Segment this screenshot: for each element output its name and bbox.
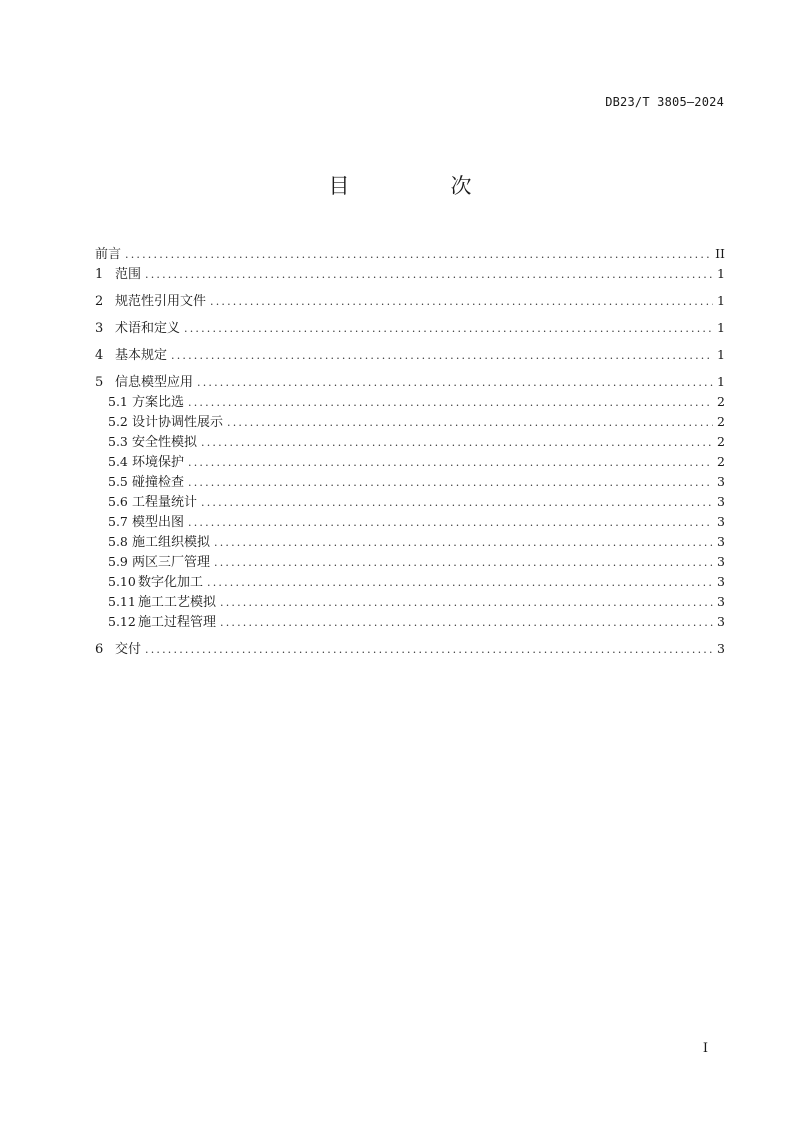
toc-entry-5-4[interactable]	[95, 451, 725, 471]
leader-dots	[220, 616, 713, 629]
toc-entry-number: 6	[95, 642, 104, 657]
toc-entry-5-3[interactable]	[95, 431, 725, 451]
toc-entry-5-1[interactable]	[95, 391, 725, 411]
leader-dots	[210, 295, 713, 308]
toc-entry-5-8[interactable]	[95, 531, 725, 551]
toc-entry-page: 3	[717, 534, 725, 549]
leader-dots	[145, 643, 713, 656]
toc-entry-foreword[interactable]	[95, 243, 725, 263]
leader-dots	[145, 268, 713, 281]
toc-entry-number: 1	[95, 267, 104, 282]
toc-entry-number: 5.4	[108, 454, 128, 469]
toc-entry-5[interactable]	[95, 371, 725, 391]
toc-entry-5-10[interactable]	[95, 571, 725, 591]
toc-entry-number: 5.12	[108, 614, 136, 629]
page-title: 目 次	[328, 174, 512, 198]
toc-entry-page: 1	[717, 347, 725, 362]
toc-entry-number: 5.2	[108, 414, 128, 429]
toc-entry-page: 2	[717, 394, 725, 409]
leader-dots	[207, 576, 713, 589]
toc-entry-label: 方案比选	[132, 395, 185, 410]
toc-entry-page: 1	[717, 293, 725, 308]
leader-dots	[227, 416, 713, 429]
toc-entry-page: 3	[717, 474, 725, 489]
leader-dots	[201, 436, 713, 449]
toc-entry-6[interactable]	[95, 638, 725, 665]
toc-entry-page: 3	[717, 514, 725, 529]
toc-entry-label: 碰撞检查	[132, 475, 185, 490]
leader-dots	[197, 376, 713, 389]
toc-entry-label: 交付	[115, 642, 142, 657]
toc-entry-5-12[interactable]	[95, 611, 725, 631]
toc-entry-label: 设计协调性展示	[132, 415, 224, 430]
toc-entry-page: 3	[717, 554, 725, 569]
toc-entry-number: 5.8	[108, 534, 128, 549]
toc-entry-label: 施工组织模拟	[132, 535, 211, 550]
leader-dots	[201, 496, 713, 509]
leader-dots	[214, 536, 713, 549]
toc-entry-number: 5.1	[108, 394, 128, 409]
toc-entry-label: 前言	[95, 247, 122, 262]
toc-entry-number: 5.11	[108, 594, 136, 609]
toc-entry-label: 施工过程管理	[138, 615, 217, 630]
leader-dots	[184, 322, 713, 335]
toc-entry-number: 5.3	[108, 434, 128, 449]
toc-entry-page: 3	[717, 494, 725, 509]
toc-entry-2[interactable]	[95, 290, 725, 317]
toc-entry-1[interactable]	[95, 263, 725, 290]
toc-entry-label: 信息模型应用	[115, 375, 194, 390]
toc-entry-number: 5.5	[108, 474, 128, 489]
toc-entry-label: 规范性引用文件	[115, 294, 207, 309]
toc-entry-label: 术语和定义	[115, 321, 181, 336]
toc-entry-5-11[interactable]	[95, 591, 725, 611]
toc-entry-label: 数字化加工	[138, 575, 204, 590]
toc-entry-number: 4	[95, 348, 104, 363]
toc-entry-number: 2	[95, 294, 104, 309]
toc-entry-label: 范围	[115, 267, 142, 282]
toc-entry-page: 3	[717, 594, 725, 609]
toc-entry-page: 3	[717, 614, 725, 629]
toc-entry-page: 3	[717, 574, 725, 589]
toc-entry-number: 5	[95, 375, 104, 390]
toc-entry-page: 2	[717, 434, 725, 449]
leader-dots	[188, 516, 713, 529]
toc-entry-number: 3	[95, 321, 104, 336]
toc-entry-page: II	[715, 246, 725, 261]
toc-entry-page: 1	[717, 266, 725, 281]
leader-dots	[125, 248, 711, 261]
toc-entry-3[interactable]	[95, 317, 725, 344]
leader-dots	[171, 349, 713, 362]
toc-entry-5-5[interactable]	[95, 471, 725, 491]
toc-entry-page: 2	[717, 414, 725, 429]
toc-entry-page: 2	[717, 454, 725, 469]
toc-entry-5-7[interactable]	[95, 511, 725, 531]
toc-entry-number: 5.10	[108, 574, 136, 589]
toc-entry-number: 5.9	[108, 554, 128, 569]
toc-entry-label: 模型出图	[132, 515, 185, 530]
leader-dots	[188, 396, 713, 409]
leader-dots	[220, 596, 713, 609]
toc-entry-page: 1	[717, 374, 725, 389]
toc-entry-number: 5.6	[108, 494, 128, 509]
toc-entry-number: 5.7	[108, 514, 128, 529]
toc-entry-label: 安全性模拟	[132, 435, 198, 450]
leader-dots	[214, 556, 713, 569]
leader-dots	[188, 456, 713, 469]
toc-entry-5-6[interactable]	[95, 491, 725, 511]
document-code: DB23/T 3805—2024	[605, 95, 724, 109]
toc-entry-5-2[interactable]	[95, 411, 725, 431]
page-number: I	[702, 1041, 708, 1056]
table-of-contents	[95, 243, 725, 665]
toc-entry-4[interactable]	[95, 344, 725, 371]
leader-dots	[188, 476, 713, 489]
toc-entry-page: 1	[717, 320, 725, 335]
toc-entry-label: 两区三厂管理	[132, 555, 211, 570]
toc-entry-page: 3	[717, 641, 725, 656]
toc-entry-label: 基本规定	[115, 348, 168, 363]
toc-entry-label: 工程量统计	[132, 495, 198, 510]
toc-entry-label: 施工工艺模拟	[138, 595, 217, 610]
toc-entry-label: 环境保护	[132, 455, 185, 470]
toc-entry-5-9[interactable]	[95, 551, 725, 571]
